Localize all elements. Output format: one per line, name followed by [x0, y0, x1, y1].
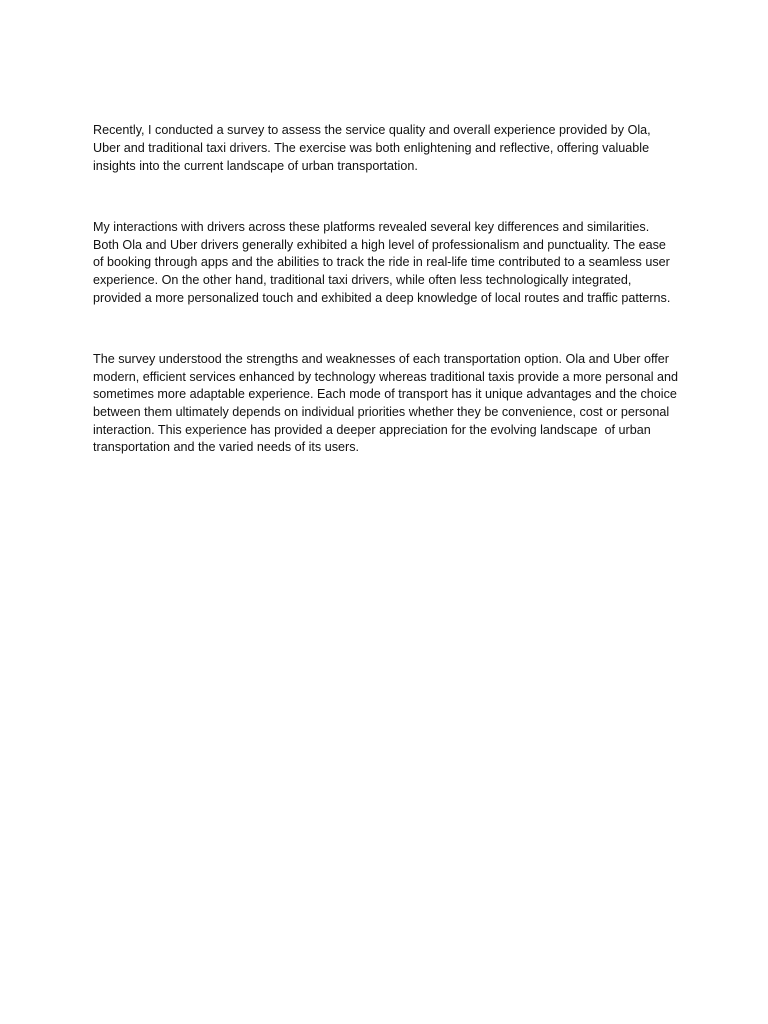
document-body [93, 87, 682, 500]
paragraph-2: My interactions with drivers across these platforms revealed several key differences and similarities. Both Ola and Uber drivers generally exhibited a high level of professionalism and punctuality. The ease of booking through apps and the abilities to track the ride in real-life time contributed to a seamless user experience. On the other hand, traditional taxi drivers, while often less technologically integrated, provided a more personalized touch and exhibited a deep knowledge of local routes and traffic patterns. [93, 219, 674, 305]
paragraph-3: The survey understood the strengths and weaknesses of each transportation option. Ola and Uber offer modern, efficient services enhanced by technology whereas traditional taxis provide a more personal and sometimes more adaptable experience. Each mode of transport has it unique advantages and the choice between them ultimately depends on individual priorities whether they be convenience, cost or personal interaction. This experience has provided a deeper appreciation for the evolving landscape of urban transportation and the varied needs of its users. [93, 351, 682, 455]
paragraph-1: Recently, I conducted a survey to assess the service quality and overall experience provided by Ola, Uber and traditional taxi drivers. The exercise was both enlightening and reflective, offering valuable insights into the current landscape of urban transportation. [93, 123, 655, 173]
